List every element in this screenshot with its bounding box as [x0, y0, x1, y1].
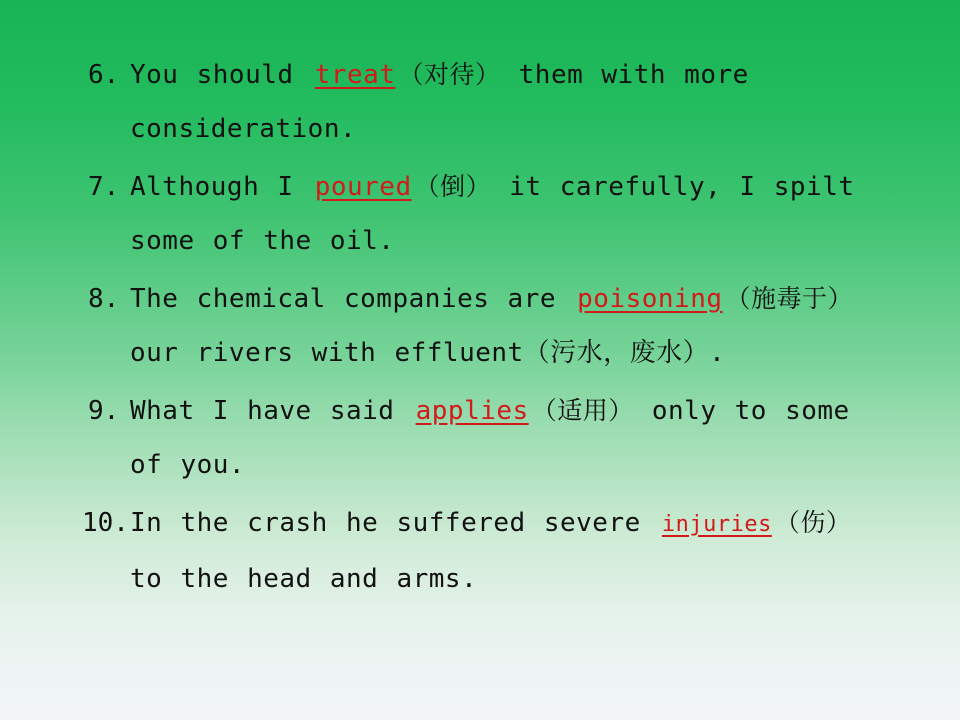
answer-blank[interactable]: poured	[314, 172, 412, 202]
answer-blank[interactable]: applies	[415, 396, 529, 426]
answer-blank[interactable]: poisoning	[577, 284, 723, 314]
list-item	[88, 384, 888, 492]
sentence-suffix: them with more consideration.	[130, 60, 749, 144]
list-item	[88, 48, 888, 156]
item-text	[130, 48, 888, 156]
chinese-gloss: （适用）	[531, 396, 634, 425]
chinese-gloss: （对待）	[398, 60, 501, 89]
list-item	[82, 496, 888, 606]
item-number: 6.	[88, 60, 120, 90]
sentence-prefix: What I have said	[130, 396, 413, 426]
item-text	[130, 160, 888, 268]
item-text	[130, 384, 888, 492]
sentence-suffix: our rivers with effluent（污水，废水）.	[130, 338, 726, 368]
exercise-list	[82, 48, 888, 610]
sentence-prefix: You should	[130, 60, 312, 90]
item-text	[130, 496, 888, 606]
sentence-prefix: In the crash he suffered severe	[130, 508, 659, 538]
item-number: 8.	[88, 284, 120, 314]
chinese-gloss: （伤）	[774, 508, 852, 537]
chinese-gloss: （施毒于）	[725, 284, 854, 313]
list-item	[88, 272, 888, 380]
item-number: 9.	[88, 396, 120, 426]
chinese-gloss: （倒）	[414, 172, 492, 201]
item-number: 10.	[82, 508, 129, 538]
sentence-suffix: to the head and arms.	[130, 564, 478, 594]
sentence-prefix: Although I	[130, 172, 312, 202]
sentence-prefix: The chemical companies are	[130, 284, 575, 314]
sentence-suffix: only to some of you.	[130, 396, 850, 480]
sentence-suffix: it carefully, I spilt some of the oil.	[130, 172, 855, 256]
answer-blank[interactable]: treat	[314, 60, 396, 90]
item-text	[130, 272, 888, 380]
answer-blank[interactable]: injuries	[661, 512, 772, 537]
item-number: 7.	[88, 172, 120, 202]
list-item	[88, 160, 888, 268]
